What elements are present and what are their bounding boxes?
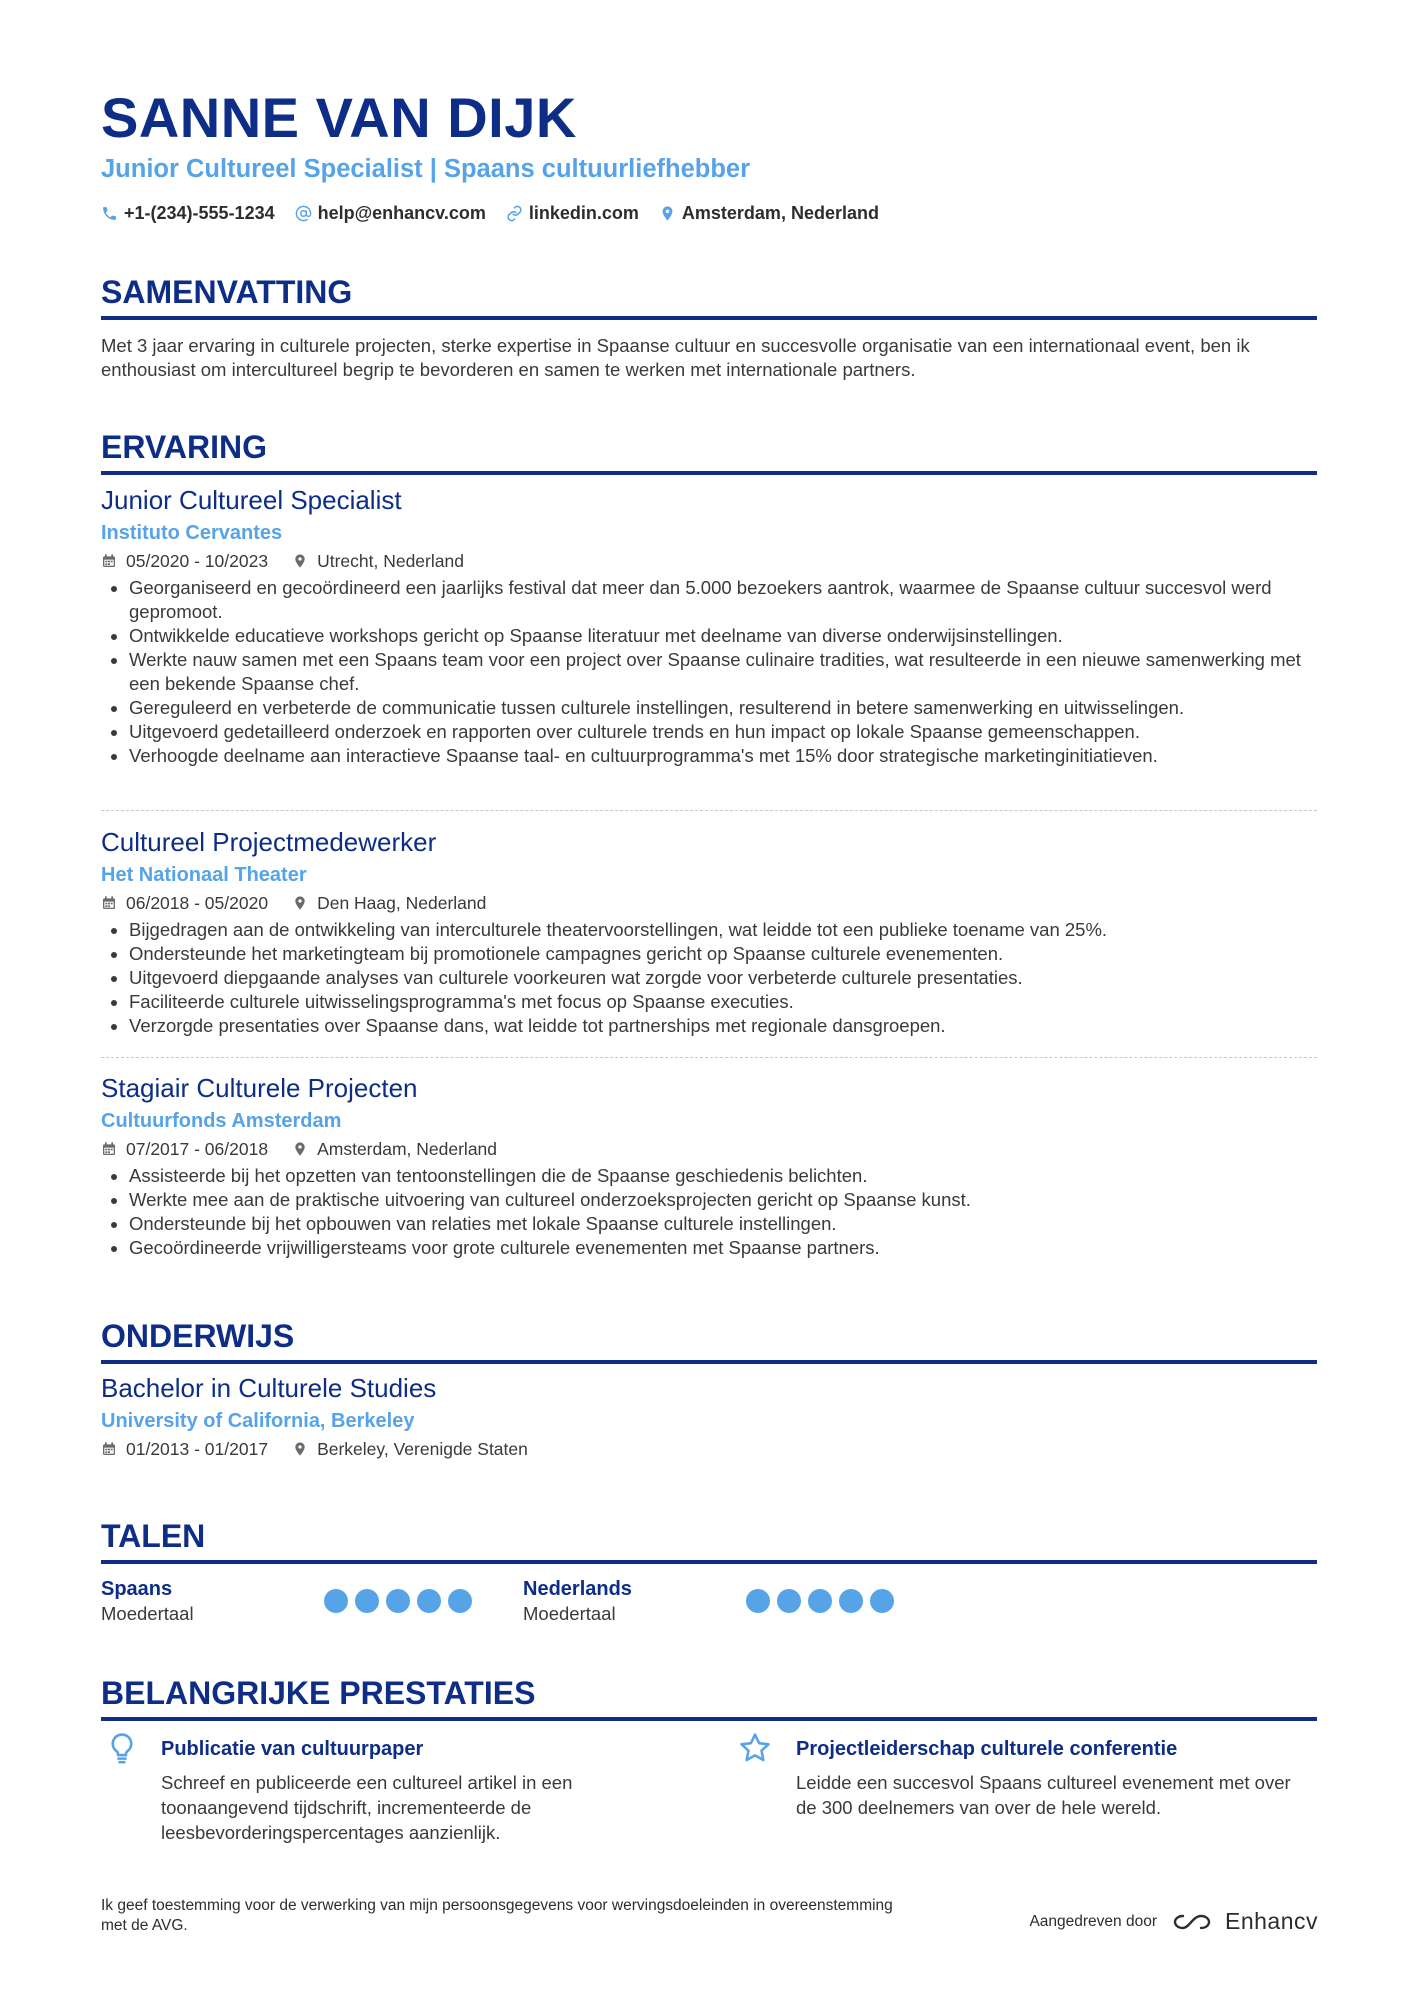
list-item: • Gecoördineerde vrijwilligersteams voor grote culturele evenementen met Spaanse partners. <box>129 1236 1317 1260</box>
education-location <box>292 1438 528 1460</box>
list-item: • Verzorgde presentaties over Spaanse dans, wat leidde tot partnerships met regionale dansgroepen. <box>129 1014 1317 1038</box>
language-level: Moedertaal <box>101 1603 194 1624</box>
entry-divider <box>101 810 1317 811</box>
candidate-name: SANNE VAN DIJK <box>101 86 577 149</box>
summary-section <box>101 272 1317 382</box>
list-item: • Uitgevoerd diepgaande analyses van culturele voorkeuren wat zorgde voor verbeterde culturele presentaties. <box>129 966 1317 990</box>
job-dates <box>101 892 268 914</box>
rating-dot <box>417 1589 441 1613</box>
achievement-desc: Leidde een succesvol Spaans cultureel evenement met over de 300 deelnemers van over de hele wereld. <box>796 1772 1291 1818</box>
calendar-icon <box>101 1441 117 1457</box>
rating-dot <box>808 1589 832 1613</box>
map-pin-icon <box>659 205 676 222</box>
job-entry <box>101 826 1317 1038</box>
rating-dot <box>324 1589 348 1613</box>
enhancv-logo-icon <box>1171 1910 1217 1934</box>
job-dates-text: 07/2017 - 06/2018 <box>126 1139 269 1159</box>
job-location-text: Den Haag, Nederland <box>317 893 487 913</box>
job-dates-text: 06/2018 - 05/2020 <box>126 893 269 913</box>
job-role: Cultureel Projectmedewerker <box>101 827 437 857</box>
at-sign-icon <box>295 205 312 222</box>
rating-dot <box>746 1589 770 1613</box>
achievement-title: Publicatie van cultuurpaper <box>161 1738 424 1760</box>
phone-text: +1-(234)-555-1234 <box>124 203 275 223</box>
map-pin-icon <box>292 895 308 911</box>
calendar-icon <box>101 553 117 569</box>
powered-by[interactable] <box>1029 1908 1318 1935</box>
language-name: Nederlands <box>523 1578 632 1600</box>
list-item: • Werkte nauw samen met een Spaans team voor een project over Spaanse culinaire tradities, wat resulteerde in een nieuwe samenwerking met een bekende Spaanse chef. <box>129 648 1317 696</box>
job-bullets <box>101 918 1317 1038</box>
job-company: Het Nationaal Theater <box>101 864 307 886</box>
list-item: • Ondersteunde bij het opbouwen van relaties met lokale Spaanse culturele instellingen. <box>129 1212 1317 1236</box>
achievement-item <box>796 1736 1356 1820</box>
rating-dot <box>777 1589 801 1613</box>
education-section <box>101 1316 1317 1460</box>
language-item <box>101 1576 194 1626</box>
link-icon <box>506 205 523 222</box>
candidate-headline: Junior Cultureel Specialist | Spaans cultuurliefhebber <box>101 155 751 183</box>
rating-dot <box>870 1589 894 1613</box>
rating-dot <box>386 1589 410 1613</box>
job-bullets <box>101 1164 1317 1260</box>
job-dates-text: 05/2020 - 10/2023 <box>126 551 269 571</box>
language-level: Moedertaal <box>523 1603 616 1624</box>
job-meta <box>101 892 1317 914</box>
star-icon <box>738 1731 772 1765</box>
job-meta <box>101 1138 1317 1160</box>
contact-linkedin[interactable] <box>506 203 639 224</box>
powered-by-label: Aangedreven door <box>1029 1912 1157 1930</box>
summary-text: Met 3 jaar ervaring in culturele projecten, sterke expertise in Spaanse cultuur en succesvolle organisatie van een internationaal event, ben ik enthousiast om intercultureel begrip te bevorderen en samen te werken met internationale partners. <box>101 335 1250 380</box>
achievements-title: BELANGRIJKE PRESTATIES <box>101 1675 536 1711</box>
section-divider <box>101 316 1317 320</box>
list-item: • Uitgevoerd gedetailleerd onderzoek en rapporten over culturele trends en hun impact op lokale Spaanse gemeenschappen. <box>129 720 1317 744</box>
brand-name: Enhancv <box>1224 1908 1318 1934</box>
languages-title: TALEN <box>101 1518 206 1554</box>
section-divider <box>101 1360 1317 1364</box>
job-location-text: Utrecht, Nederland <box>317 551 464 571</box>
language-rating <box>324 1589 479 1613</box>
job-company: Instituto Cervantes <box>101 522 283 544</box>
job-location <box>292 1138 497 1160</box>
job-bullets <box>101 576 1317 768</box>
section-divider <box>101 1717 1317 1721</box>
contact-bar <box>101 203 899 224</box>
linkedin-text: linkedin.com <box>528 203 639 223</box>
job-location-text: Amsterdam, Nederland <box>317 1139 498 1159</box>
education-dates-text: 01/2013 - 01/2017 <box>126 1439 269 1459</box>
languages-section <box>101 1516 1317 1564</box>
list-item: • Georganiseerd en gecoördineerd een jaarlijks festival dat meer dan 5.000 bezoekers aantrok, waarmee de Spaanse cultuur succesvol werd gepromoot. <box>129 576 1317 624</box>
education-location-text: Berkeley, Verenigde Staten <box>317 1439 528 1459</box>
job-entry <box>101 484 1317 768</box>
education-degree: Bachelor in Culturele Studies <box>101 1373 437 1403</box>
job-dates <box>101 1138 268 1160</box>
education-dates <box>101 1438 268 1460</box>
experience-section <box>101 427 1317 475</box>
map-pin-icon <box>292 1141 308 1157</box>
list-item: • Bijgedragen aan de ontwikkeling van interculturele theatervoorstellingen, wat leidde tot een publieke toename van 25%. <box>129 918 1317 942</box>
rating-dot <box>839 1589 863 1613</box>
section-divider <box>101 471 1317 475</box>
achievements-section <box>101 1673 1317 1721</box>
list-item: • Ondersteunde het marketingteam bij promotionele campagnes gericht op Spaanse culturele evenementen. <box>129 942 1317 966</box>
rating-dot <box>448 1589 472 1613</box>
education-meta <box>101 1438 1317 1460</box>
rating-dot <box>355 1589 379 1613</box>
consent-text: Ik geef toestemming voor de verwerking van mijn persoonsgegevens voor wervingsdoeleinden in overeenstemming met de AVG. <box>101 1897 893 1934</box>
phone-icon <box>101 205 118 222</box>
education-school: University of California, Berkeley <box>101 1410 415 1432</box>
job-location <box>292 892 486 914</box>
job-role: Stagiair Culturele Projecten <box>101 1073 418 1103</box>
location-text: Amsterdam, Nederland <box>681 203 879 223</box>
education-title: ONDERWIJS <box>101 1318 295 1354</box>
map-pin-icon <box>292 553 308 569</box>
calendar-icon <box>101 1141 117 1157</box>
list-item: • Gereguleerd en verbeterde de communicatie tussen culturele instellingen, resulterend in betere samenwerking en uitwisselingen. <box>129 696 1317 720</box>
job-meta <box>101 550 1317 572</box>
list-item: • Werkte mee aan de praktische uitvoering van cultureel onderzoeksprojecten gericht op Spaanse kunst. <box>129 1188 1317 1212</box>
lightbulb-icon <box>105 1731 139 1765</box>
language-item <box>523 1576 632 1626</box>
calendar-icon <box>101 895 117 911</box>
list-item: • Ontwikkelde educatieve workshops gericht op Spaanse literatuur met deelname van diverse onderwijsinstellingen. <box>129 624 1317 648</box>
contact-email[interactable] <box>295 203 486 224</box>
list-item: • Verhoogde deelname aan interactieve Spaanse taal- en cultuurprogramma's met 15% door strategische marketinginitiatieven. <box>129 744 1317 768</box>
contact-phone[interactable] <box>101 203 275 224</box>
achievement-title: Projectleiderschap culturele conferentie <box>796 1738 1178 1760</box>
job-location <box>292 550 464 572</box>
experience-title: ERVARING <box>101 429 267 465</box>
achievement-item <box>161 1736 721 1845</box>
list-item: • Faciliteerde culturele uitwisselingsprogramma's met focus op Spaanse executies. <box>129 990 1317 1014</box>
section-divider <box>101 1560 1317 1564</box>
job-dates <box>101 550 268 572</box>
job-entry <box>101 1072 1317 1260</box>
language-name: Spaans <box>101 1578 173 1600</box>
job-company: Cultuurfonds Amsterdam <box>101 1110 342 1132</box>
language-rating <box>746 1589 901 1613</box>
contact-location <box>659 203 879 224</box>
list-item: • Assisteerde bij het opzetten van tentoonstellingen die de Spaanse geschiedenis belichten. <box>129 1164 1317 1188</box>
email-text: help@enhancv.com <box>317 203 486 223</box>
summary-title: SAMENVATTING <box>101 274 353 310</box>
map-pin-icon <box>292 1441 308 1457</box>
entry-divider <box>101 1057 1317 1058</box>
achievement-desc: Schreef en publiceerde een cultureel artikel in een toonaangevend tijdschrift, incrementeerde de leesbevorderingspercentages aanzienlijk. <box>161 1772 573 1843</box>
job-role: Junior Cultureel Specialist <box>101 485 402 515</box>
